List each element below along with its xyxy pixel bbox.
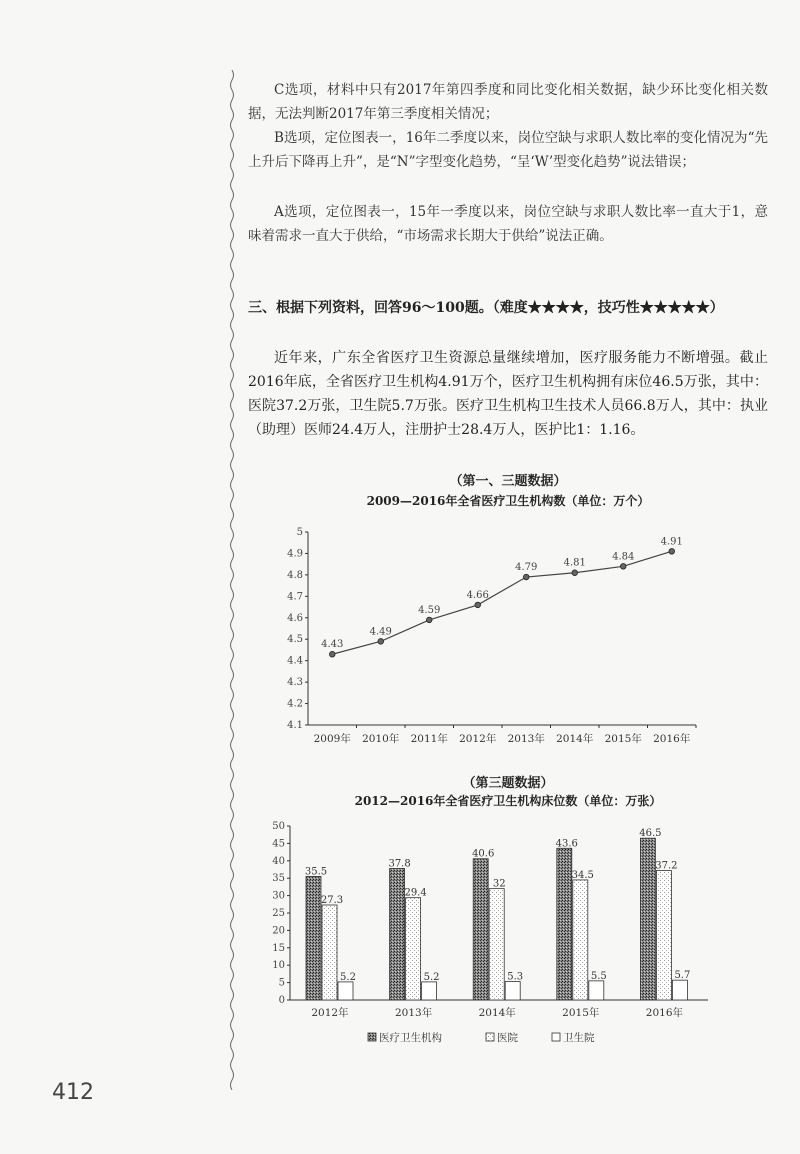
data-point: [426, 617, 432, 623]
data-label: 4.79: [515, 562, 538, 574]
x-tick-label: 2011年: [410, 733, 448, 745]
x-tick-label: 2016年: [653, 733, 691, 745]
bar-value-label: 46.5: [639, 828, 662, 840]
y-tick-label: 5: [296, 527, 303, 538]
y-tick-label: 4.4: [287, 655, 303, 667]
bar-value-label: 35.5: [304, 866, 328, 878]
margin-wavy-line: [228, 70, 236, 1090]
bar-value-label: 37.2: [655, 860, 678, 872]
y-tick-label: 10: [272, 960, 285, 972]
data-label: 4.59: [418, 604, 441, 616]
y-tick-label: 35: [272, 873, 285, 885]
x-tick-label: 2014年: [556, 733, 594, 745]
bar: [640, 838, 655, 1000]
data-point: [378, 639, 384, 645]
paragraph-option-c: C选项，材料中只有2017年第四季度和同比变化相关数据，缺少环比变化相关数据，无法判断2017年第三季度相关情况；: [248, 82, 768, 122]
bar: [489, 889, 504, 1000]
data-label: 4.84: [612, 551, 635, 563]
data-label: 4.91: [660, 536, 683, 548]
x-tick-label: 2015年: [604, 733, 642, 745]
data-label: 4.66: [466, 589, 489, 601]
chart2-title: 2012—2016年全省医疗卫生机构床位数（单位：万张）: [354, 794, 662, 808]
y-tick-label: 30: [272, 890, 285, 902]
bar: [557, 848, 572, 1000]
y-tick-label: 5: [278, 977, 285, 989]
legend-label: 卫生院: [563, 1032, 595, 1044]
y-tick-label: 0: [278, 995, 285, 1006]
material-paragraph: 近年来，广东全省医疗卫生资源总量继续增加，医疗服务能力不断增强。截止2016年底，全省医疗卫生机构4.91万个，医疗卫生机构拥有床位46.5万张，其中：医院37.2万张，卫生院5.7万张。医疗卫生机构卫生技术人员66.8万人，其中：执业（助理）医师24.4万人，注册护士28.4万人，医护比1：1.16。: [248, 350, 768, 438]
x-tick-label: 2015年: [562, 1007, 600, 1019]
x-tick-label: 2013年: [507, 733, 545, 745]
bar-value-label: 34.5: [571, 869, 594, 881]
chart2-caption: （第三题数据）: [462, 776, 554, 791]
data-label: 4.43: [321, 639, 344, 651]
y-tick-label: 4.3: [287, 677, 303, 689]
bar-chart-beds: [268, 816, 738, 1056]
x-tick-label: 2010年: [362, 733, 400, 745]
bar: [589, 981, 604, 1000]
y-tick-label: 4.2: [287, 698, 303, 710]
y-tick-label: 15: [272, 942, 285, 954]
x-tick-label: 2014年: [478, 1007, 516, 1019]
y-tick-label: 4.5: [287, 634, 303, 646]
bar-value-label: 5.2: [423, 971, 440, 983]
bar-value-label: 5.3: [507, 971, 524, 983]
data-point: [669, 549, 675, 555]
question-section-title: 三、根据下列资料，回答96～100题。（难度★★★★，技巧性★★★★★）: [248, 300, 724, 316]
bar: [406, 898, 421, 1000]
bar: [505, 982, 520, 1000]
y-tick-label: 50: [272, 821, 285, 832]
y-tick-label: 45: [272, 838, 285, 850]
data-point: [620, 564, 626, 570]
y-tick-label: 25: [272, 908, 285, 919]
bar: [306, 876, 321, 1000]
y-tick-label: 40: [272, 855, 285, 867]
bar-value-label: 5.2: [340, 971, 356, 983]
bar: [390, 868, 405, 1000]
y-tick-label: 4.7: [287, 591, 303, 603]
page-number: 412: [52, 1080, 94, 1105]
bar-value-label: 32: [492, 878, 506, 890]
y-tick-label: 4.9: [287, 548, 303, 560]
data-point: [523, 574, 529, 580]
bar: [422, 982, 437, 1000]
data-label: 4.49: [369, 626, 392, 638]
x-tick-label: 2016年: [645, 1007, 684, 1019]
bar: [573, 880, 588, 1000]
bar: [672, 980, 687, 1000]
bar-value-label: 40.6: [472, 848, 495, 860]
x-tick-label: 2009年: [313, 733, 351, 745]
legend-swatch: [552, 1033, 560, 1041]
data-label: 4.81: [563, 557, 586, 569]
x-tick-label: 2013年: [394, 1007, 433, 1019]
y-tick-label: 20: [272, 925, 285, 937]
data-point: [572, 570, 578, 576]
legend-label: 医疗卫生机构: [379, 1032, 442, 1044]
chart1-caption: （第一、三题数据）: [449, 474, 567, 489]
bar-value-label: 43.6: [555, 838, 578, 850]
paragraph-option-a: A选项，定位图表一，15年一季度以来，岗位空缺与求职人数比率一直大于1，意味着需求一直大于供给，“市场需求长期大于供给”说法正确。: [248, 204, 768, 244]
legend-label: 医院: [497, 1032, 518, 1044]
y-tick-label: 4.8: [287, 569, 303, 581]
paragraph-option-b: B选项，定位图表一，16年二季度以来，岗位空缺与求职人数比率的变化情况为“先上升后下降再上升”，是“N”字型变化趋势，“呈‘W’型变化趋势”说法错误；: [248, 130, 768, 170]
bar-value-label: 5.7: [674, 970, 691, 982]
bar: [338, 982, 353, 1000]
x-tick-label: 2012年: [459, 733, 497, 745]
bar-value-label: 27.3: [320, 894, 344, 906]
x-tick-label: 2012年: [311, 1007, 349, 1019]
bar-value-label: 29.4: [404, 887, 427, 899]
bar: [322, 905, 337, 1000]
legend-swatch: [368, 1033, 376, 1041]
y-tick-label: 4.6: [287, 612, 303, 624]
bar-value-label: 37.8: [388, 858, 411, 870]
data-point: [475, 602, 481, 608]
chart1-title: 2009—2016年全省医疗卫生机构数（单位：万个）: [366, 494, 650, 508]
data-point: [329, 651, 335, 657]
bar-value-label: 5.5: [590, 970, 607, 982]
legend-swatch: [486, 1033, 494, 1041]
y-tick-label: 4.1: [287, 720, 303, 731]
bar: [656, 871, 671, 1000]
line-chart-institutions: [276, 520, 716, 752]
bar: [473, 859, 488, 1000]
